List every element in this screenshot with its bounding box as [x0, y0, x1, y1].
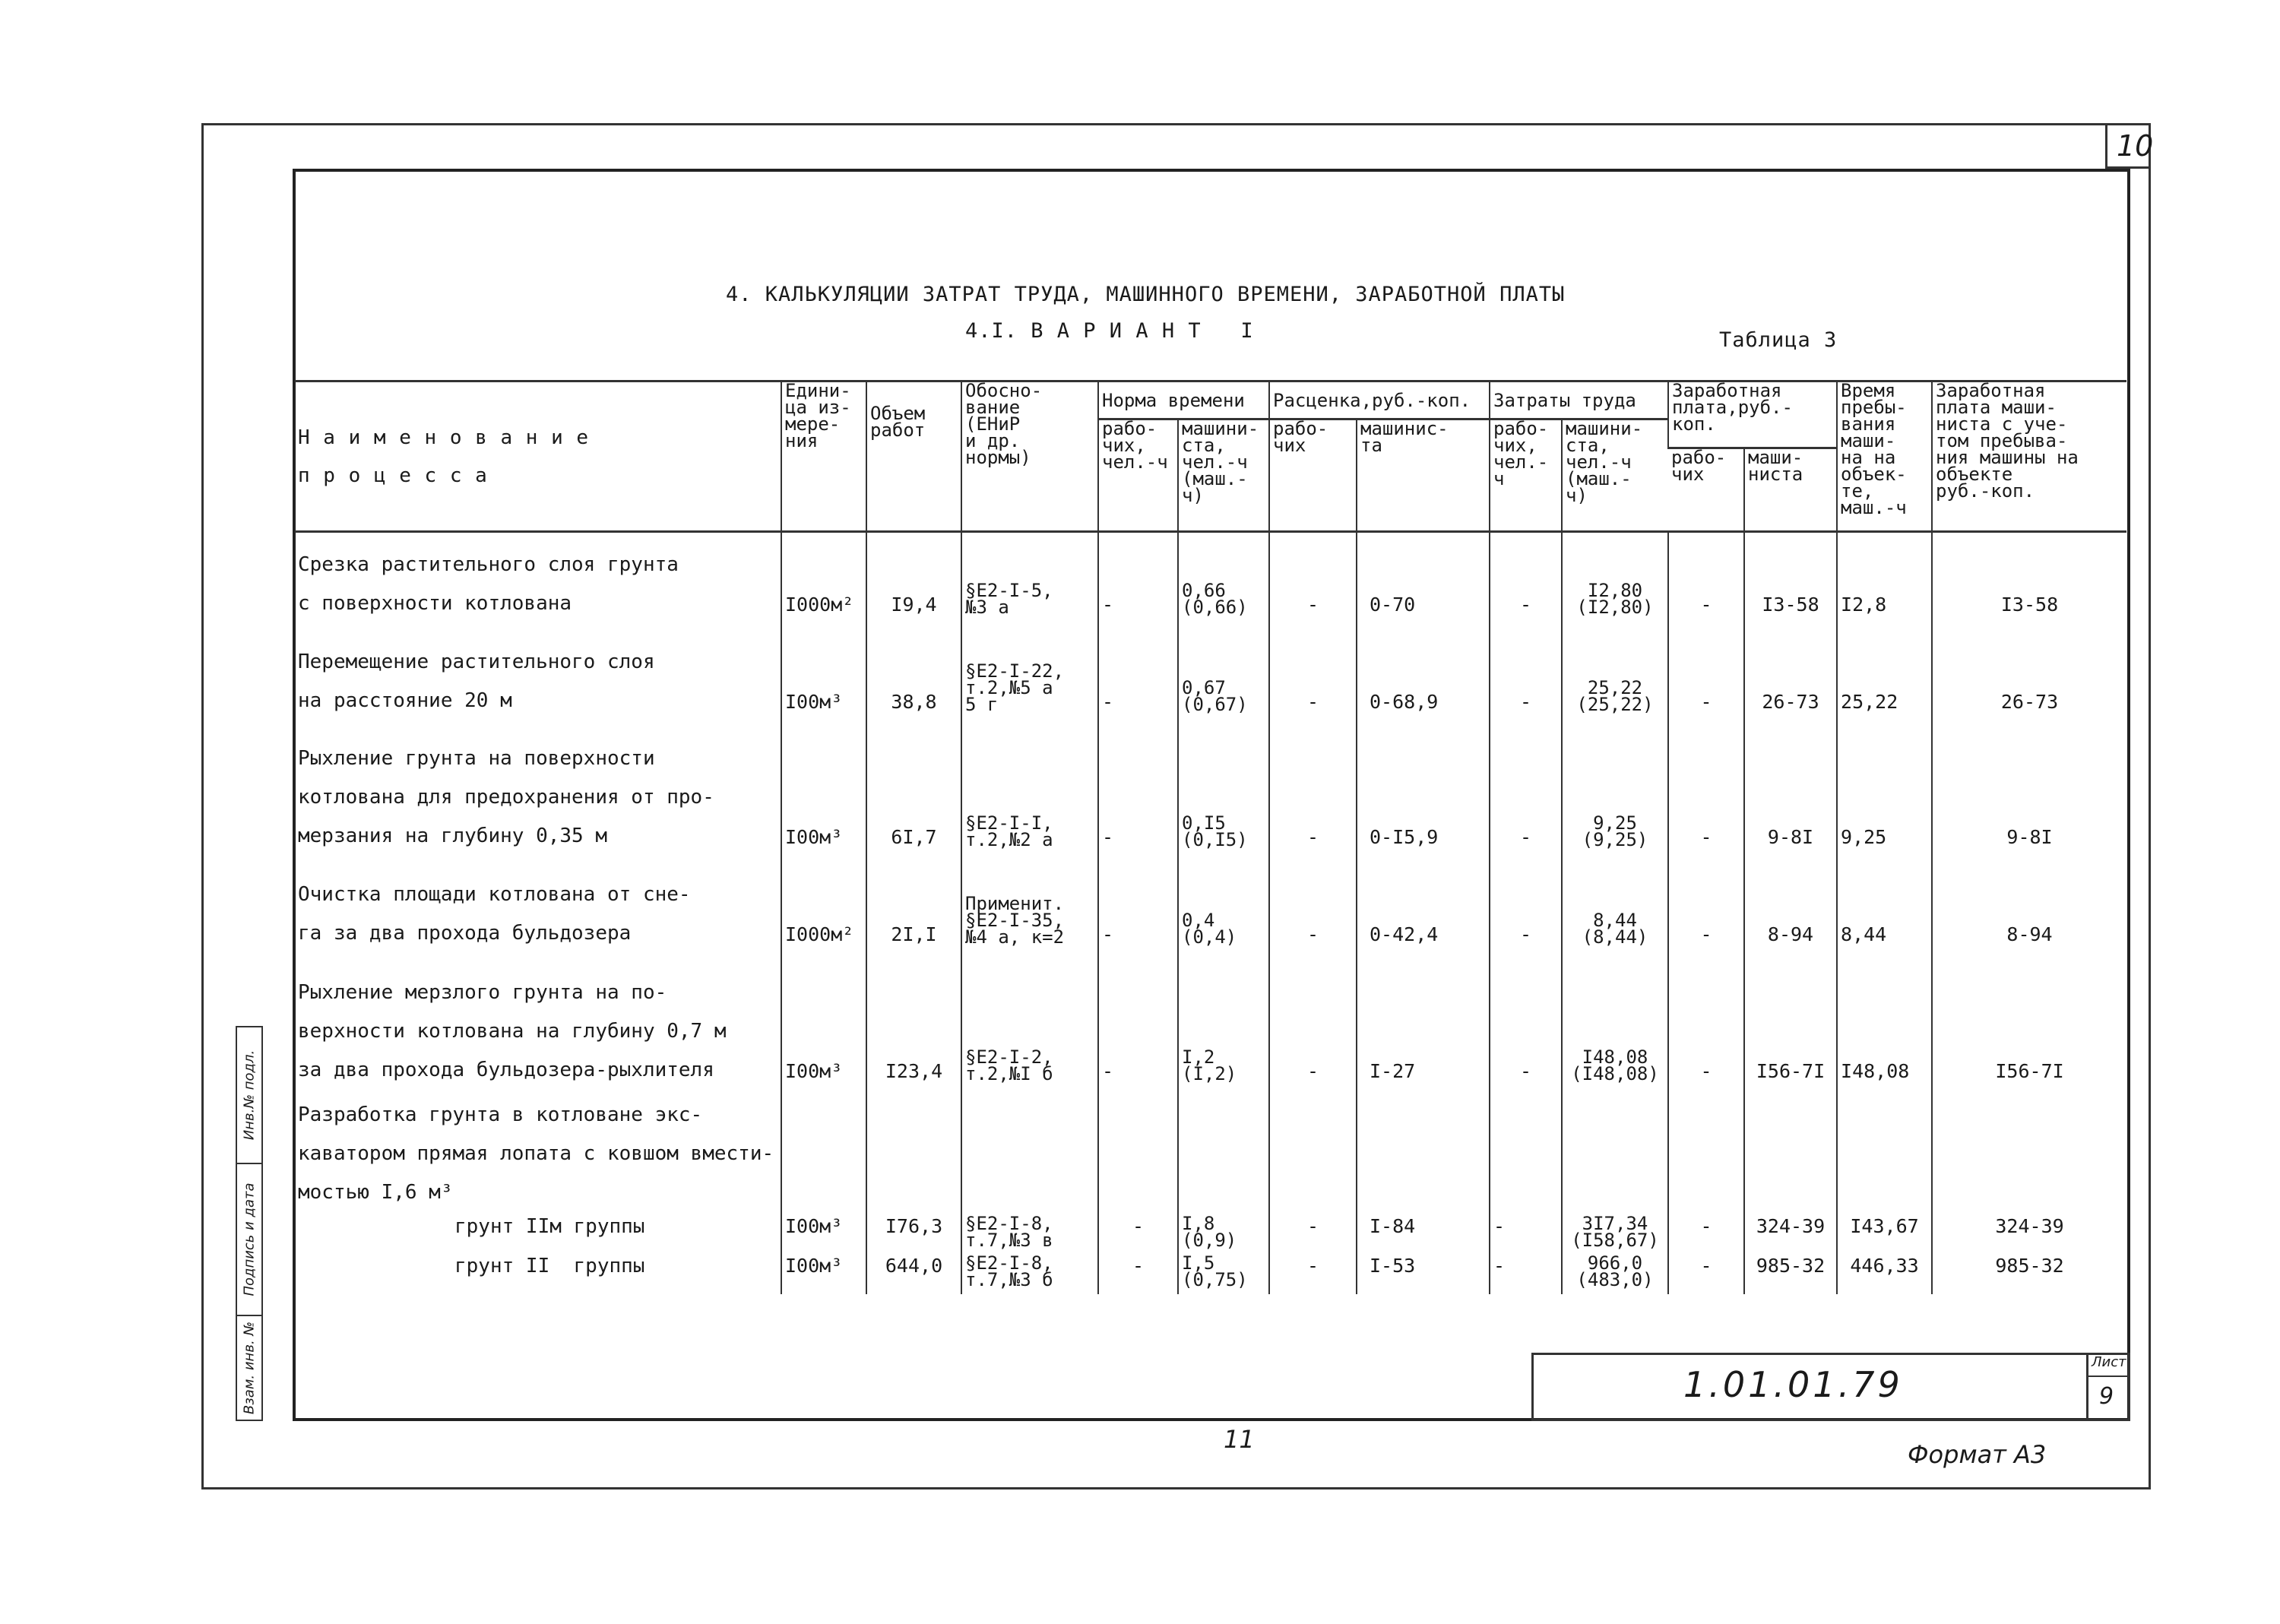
row-4-labor-workers: -: [1490, 862, 1562, 959]
group-row-1-labor-operator: 3I7,34 (I58,67): [1562, 1215, 1668, 1255]
side-stamp-replace: [237, 1316, 261, 1420]
side-stamp-sign: [237, 1164, 261, 1316]
group-row-2-labor-workers: -: [1490, 1255, 1562, 1294]
row-4-volume: 2I,I: [866, 862, 961, 959]
row-2-wage-operator: 26-73: [1744, 629, 1837, 727]
group-row-2-labor-operator: 966,0 (483,0): [1562, 1255, 1668, 1294]
side-stamp-replace-label: Взам. инв. №: [241, 1321, 258, 1415]
row-5-time-operator: I,2 (I,2): [1178, 959, 1269, 1096]
row-4-wage-operator: 8-94: [1744, 862, 1837, 959]
group-row-1-volume: I76,3: [866, 1215, 961, 1255]
row-3-volume: 6I,7: [866, 727, 961, 862]
row-1-labor-operator: I2,80 (I2,80): [1562, 532, 1668, 629]
group-row-1-unit: I00м³: [781, 1215, 866, 1255]
group-row-2-name: грунт II группы: [295, 1255, 781, 1294]
group-row-1-time-workers: -: [1098, 1215, 1178, 1255]
row-4-rate-operator: 0-42,4: [1357, 862, 1490, 959]
group-row-1-stay: I43,67: [1837, 1215, 1932, 1255]
group-row-1-name: грунт IIм группы: [295, 1215, 781, 1255]
row-3-wage-operator: 9-8I: [1744, 727, 1837, 862]
side-stamp-sign-label: Подпись и дата: [241, 1182, 258, 1296]
header-rate-operator: машинис- та: [1357, 419, 1490, 532]
row-4-basis: Применит. §Е2-I-35, №4 а, к=2: [961, 862, 1098, 959]
row-1-basis: §Е2-I-5, №3 а: [961, 532, 1098, 629]
row-3-time-operator: 0,I5 (0,I5): [1178, 727, 1269, 862]
row-4-rate-workers: -: [1269, 862, 1357, 959]
group-row-1-labor-workers: -: [1490, 1215, 1562, 1255]
row-1-unit: I000м²: [781, 532, 866, 629]
row-4-labor-operator: 8,44 (8,44): [1562, 862, 1668, 959]
row-5-unit: I00м³: [781, 959, 866, 1096]
row-5-rate-workers: -: [1269, 959, 1357, 1096]
row-4-unit: I000м²: [781, 862, 866, 959]
row-1-stay: I2,8: [1837, 532, 1932, 629]
table-row: [295, 532, 2126, 629]
header-labor-operator: машини- ста, чел.-ч (маш.- ч): [1562, 419, 1668, 532]
row-3-basis: §Е2-I-I, т.2,№2 а: [961, 727, 1098, 862]
group-row-1-rate-operator: I-84: [1357, 1215, 1490, 1255]
row-5-wage-operator: I56-7I: [1744, 959, 1837, 1096]
row-5-labor-workers: -: [1490, 959, 1562, 1096]
group-row-2-basis: §Е2-I-8, т.7,№3 б: [961, 1255, 1098, 1294]
row-1-time-operator: 0,66 (0,66): [1178, 532, 1269, 629]
bottom-page-number: 11: [1224, 1425, 1255, 1454]
group-row-2-stay: 446,33: [1837, 1255, 1932, 1294]
header-labor-workers: рабо- чих, чел.- ч: [1490, 419, 1562, 532]
header-wage-operator: маши- ниста: [1744, 448, 1837, 532]
calculation-table: [295, 380, 2126, 1294]
row-1-wage-workers: -: [1668, 532, 1744, 629]
header-time-workers: рабо- чих, чел.-ч: [1098, 419, 1178, 532]
row-3-name: Рыхление грунта на поверхности котлована для предохранения от про- мерзания на глубину 0,35 м: [295, 727, 781, 862]
row-3-labor-workers: -: [1490, 727, 1562, 862]
row-5-time-workers: -: [1098, 959, 1178, 1096]
table-label: Таблица 3: [1719, 328, 1838, 352]
row-2-basis: §Е2-I-22, т.2,№5 а 5 г: [961, 629, 1098, 727]
row-5-name: Рыхление мерзлого грунта на по- верхности котлована на глубину 0,7 м за два прохода бульдозера-рыхлителя: [295, 959, 781, 1096]
group-row-1-rate-workers: -: [1269, 1215, 1357, 1255]
section-title: 4. КАЛЬКУЛЯЦИИ ЗАТРАТ ТРУДА, МАШИННОГО ВРЕМЕНИ, ЗАРАБОТНОЙ ПЛАТЫ: [726, 283, 1566, 306]
row-2-time-operator: 0,67 (0,67): [1178, 629, 1269, 727]
group-row-1-basis: §Е2-I-8, т.7,№3 в: [961, 1215, 1098, 1255]
row-2-time-workers: -: [1098, 629, 1178, 727]
row-4-wage-workers: -: [1668, 862, 1744, 959]
header-basis: Обосно- вание (ЕНиР и др. нормы): [961, 381, 1098, 532]
group-row-2-wage-workers: -: [1668, 1255, 1744, 1294]
header-volume: Объем работ: [866, 381, 961, 532]
row-5-pay: I56-7I: [1932, 959, 2126, 1096]
row-4-name: Очистка площади котлована от сне- га за два прохода бульдозера: [295, 862, 781, 959]
table-row: [295, 727, 2126, 862]
header-rate: Расценка,руб.-коп.: [1269, 381, 1490, 419]
row-3-wage-workers: -: [1668, 727, 1744, 862]
row-4-time-operator: 0,4 (0,4): [1178, 862, 1269, 959]
row-5-rate-operator: I-27: [1357, 959, 1490, 1096]
row-1-name: Срезка растительного слоя грунта с поверхности котлована: [295, 532, 781, 629]
table-row: [295, 629, 2126, 727]
row-3-time-workers: -: [1098, 727, 1178, 862]
row-2-labor-workers: -: [1490, 629, 1562, 727]
format-label: Формат А3: [1908, 1440, 2047, 1469]
group-row-2-pay: 985-32: [1932, 1255, 2126, 1294]
sheet-label: Лист: [2092, 1354, 2126, 1370]
row-5-labor-operator: I48,08 (I48,08): [1562, 959, 1668, 1096]
row-4-time-workers: -: [1098, 862, 1178, 959]
row-3-stay: 9,25: [1837, 727, 1932, 862]
row-2-name: Перемещение растительного слоя на расстояние 20 м: [295, 629, 781, 727]
row-1-time-workers: -: [1098, 532, 1178, 629]
row-1-pay: I3-58: [1932, 532, 2126, 629]
group-row-2-time-operator: I,5 (0,75): [1178, 1255, 1269, 1294]
row-3-pay: 9-8I: [1932, 727, 2126, 862]
row-3-unit: I00м³: [781, 727, 866, 862]
sheet-number: 9: [2099, 1383, 2114, 1410]
header-process: Н а и м е н о в а н и е п р о ц е с с а: [295, 381, 781, 532]
row-5-volume: I23,4: [866, 959, 961, 1096]
row-5-stay: I48,08: [1837, 959, 1932, 1096]
row-4-stay: 8,44: [1837, 862, 1932, 959]
group-row-1-wage-operator: 324-39: [1744, 1215, 1837, 1255]
row-3-rate-operator: 0-I5,9: [1357, 727, 1490, 862]
group-row-2-wage-operator: 985-32: [1744, 1255, 1837, 1294]
row-2-volume: 38,8: [866, 629, 961, 727]
side-stamp: [236, 1026, 263, 1421]
row-2-unit: I00м³: [781, 629, 866, 727]
group-row-2-rate-workers: -: [1269, 1255, 1357, 1294]
header-stay-time: Время пребы- вания маши- на на объек- те, маш.-ч: [1837, 381, 1932, 532]
row-4-pay: 8-94: [1932, 862, 2126, 959]
row-5-basis: §Е2-I-2, т.2,№I б: [961, 959, 1098, 1096]
side-stamp-inv-label: Инв.№ подл.: [241, 1049, 258, 1141]
row-2-rate-workers: -: [1269, 629, 1357, 727]
group-row-1-time-operator: I,8 (0,9): [1178, 1215, 1269, 1255]
group-row-2-rate-operator: I-53: [1357, 1255, 1490, 1294]
header-labor: Затраты труда: [1490, 381, 1668, 419]
header-rate-workers: рабо- чих: [1269, 419, 1357, 532]
subsection-title: 4.I. В А Р И А Н Т I: [965, 319, 1254, 343]
row-5-wage-workers: -: [1668, 959, 1744, 1096]
row-1-wage-operator: I3-58: [1744, 532, 1837, 629]
table-row: [295, 1215, 2126, 1255]
row-2-wage-workers: -: [1668, 629, 1744, 727]
row-2-pay: 26-73: [1932, 629, 2126, 727]
doc-code: 1.01.01.79: [1683, 1364, 1903, 1405]
group-row-2-volume: 644,0: [866, 1255, 961, 1294]
group-title-row: [295, 1096, 2126, 1215]
table-row: [295, 1255, 2126, 1294]
header-unit: Едини- ца из- мере- ния: [781, 381, 866, 532]
group-title: Разработка грунта в котловане экс- каватором прямая лопата с ковшом вмести- мостью I,6 м³: [295, 1096, 781, 1215]
header-wage-workers: рабо- чих: [1668, 448, 1744, 532]
row-1-rate-operator: 0-70: [1357, 532, 1490, 629]
row-2-stay: 25,22: [1837, 629, 1932, 727]
header-wage: Заработная плата,руб.- коп.: [1668, 381, 1837, 448]
row-2-rate-operator: 0-68,9: [1357, 629, 1490, 727]
header-operator-pay: Заработная плата маши- ниста с уче- том пребыва- ния машины на объекте руб.-коп.: [1932, 381, 2126, 532]
row-1-rate-workers: -: [1269, 532, 1357, 629]
table-row: [295, 959, 2126, 1096]
table-row: [295, 862, 2126, 959]
side-stamp-inv: [237, 1027, 261, 1164]
corner-number: 10: [2117, 129, 2154, 163]
header-time-operator: машини- ста, чел.-ч (маш.- ч): [1178, 419, 1269, 532]
row-1-labor-workers: -: [1490, 532, 1562, 629]
header-time-norm: Норма времени: [1098, 381, 1269, 419]
row-3-labor-operator: 9,25 (9,25): [1562, 727, 1668, 862]
row-3-rate-workers: -: [1269, 727, 1357, 862]
group-row-1-wage-workers: -: [1668, 1215, 1744, 1255]
group-row-2-time-workers: -: [1098, 1255, 1178, 1294]
group-row-2-unit: I00м³: [781, 1255, 866, 1294]
row-2-labor-operator: 25,22 (25,22): [1562, 629, 1668, 727]
row-1-volume: I9,4: [866, 532, 961, 629]
group-row-1-pay: 324-39: [1932, 1215, 2126, 1255]
